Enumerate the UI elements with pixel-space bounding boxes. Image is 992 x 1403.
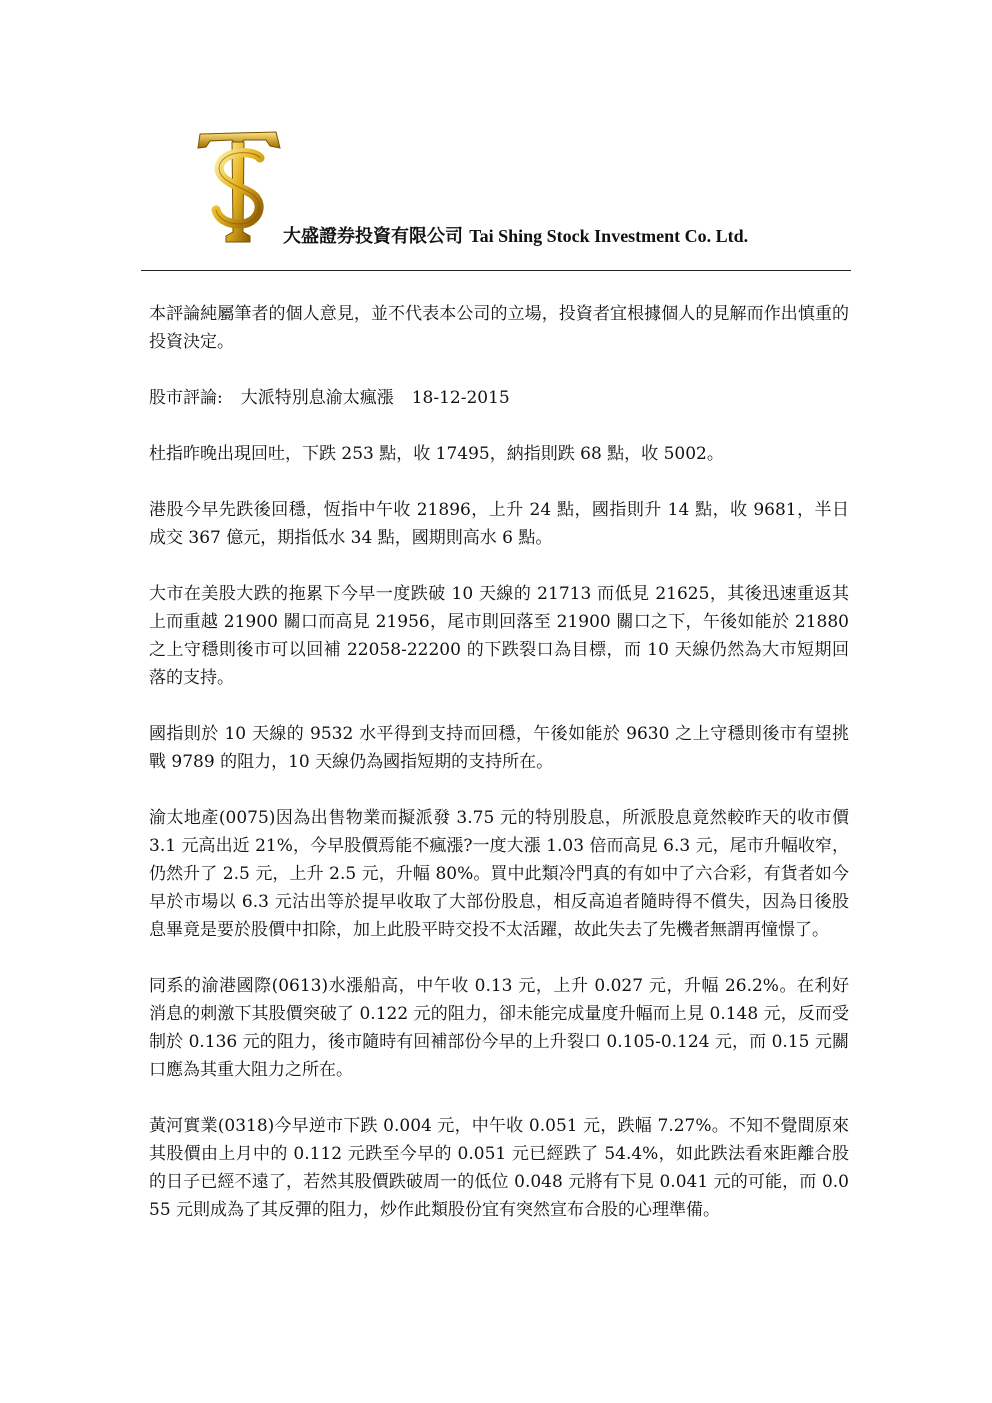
article-body (149, 300, 849, 1224)
headline-label: 股市評論: (149, 388, 223, 408)
headline-title: 大派特別息渝太瘋漲 (240, 388, 394, 408)
paragraph-stock-0075: 渝太地產(0075)因為出售物業而擬派發 3.75 元的特別股息，所派股息竟然較昨天的收市價 3.1 元高出近 21%，今早股價焉能不瘋漲?一度大漲 1.03 倍而高見 6.3 元，尾市升幅收窄，仍然升了 2.5 元，上升 2.5 元，升幅 80%。買中此類冷門真的有如中了六合彩，有貨者如今早於市場以 6.3 元沽出等於提早收取了大部份股息，相反高追者隨時得不償失，因為日後股息畢竟是要於股價中扣除，加上此股平時交投不太活躍，故此失去了先機者無謂再憧憬了。 (149, 808, 849, 940)
paragraph-hk-market: 港股今早先跌後回穩，恆指中午收 21896，上升 24 點，國指則升 14 點，收 9681，半日成交 367 億元，期指低水 34 點，國期則高水 6 點。 (149, 500, 849, 548)
company-name (283, 222, 748, 248)
article-headline (149, 384, 849, 412)
paragraph-stock-0613: 同系的渝港國際(0613)水漲船高，中午收 0.13 元，上升 0.027 元，升幅 26.2%。在利好消息的刺激下其股價突破了 0.122 元的阻力，卻未能完成量度升幅而上見 0.148 元，反而受制於 0.136 元的阻力，後市隨時有回補部份今早的上升裂口 0.105-0.124 元，而 0.15 元關口應為其重大阻力之所在。 (149, 976, 849, 1080)
paragraph-hscei-analysis: 國指則於 10 天線的 9532 水平得到支持而回穩，午後如能於 9630 之上守穩則後市有望挑戰 9789 的阻力，10 天線仍為國指短期的支持所在。 (149, 724, 849, 772)
company-name-zh: 大盛證券投資有限公司 (283, 226, 463, 247)
company-logo (196, 128, 282, 246)
company-name-en: Tai Shing Stock Investment Co. Ltd. (469, 226, 749, 246)
header-divider (141, 270, 851, 271)
paragraph-us-market: 杜指昨晚出現回吐，下跌 253 點，收 17495，納指則跌 68 點，收 5002。 (149, 444, 724, 464)
paragraph-stock-0318: 黃河實業(0318)今早逆市下跌 0.004 元，中午收 0.051 元，跌幅 7.27%。不知不覺間原來其股價由上月中的 0.112 元跌至今早的 0.051 元已經跌了 54.4%，如此跌法看來距離合股的日子已經不遠了，若然其股價跌破周一的低位 0.048 元將有下見 0.041 元的可能，而 0.055 元則成為了其反彈的阻力，炒作此類股份宜有突然宣布合股的心理準備。 (149, 1116, 849, 1220)
disclaimer: 本評論純屬筆者的個人意見，並不代表本公司的立場，投資者宜根據個人的見解而作出慎重的投資決定。 (149, 304, 849, 352)
paragraph-hsi-analysis: 大市在美股大跌的拖累下今早一度跌破 10 天線的 21713 而低見 21625，其後迅速重返其上而重越 21900 關口而高見 21956，尾市則回落至 21900 關口之下，午後如能於 21880 之上守穩則後市可以回補 22058-22200 的下跌裂口為目標，而 10 天線仍然為大市短期回落的支持。 (149, 584, 849, 688)
headline-date: 18-12-2015 (411, 388, 510, 408)
